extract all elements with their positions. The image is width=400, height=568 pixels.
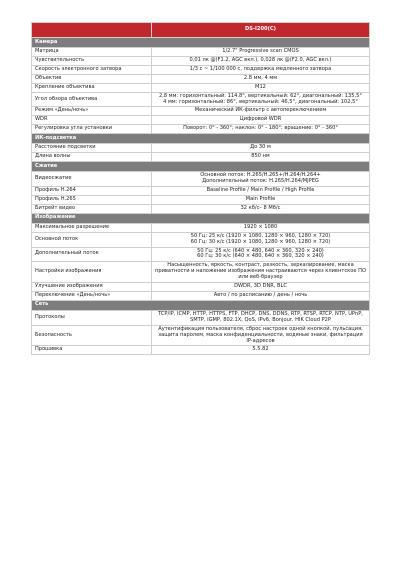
spec-value — [152, 283, 370, 292]
spec-table-body — [32, 23, 370, 355]
spec-value-line: 50 Гц: 25 к/с (1920 × 1080, 1280 × 960, 1280 × 720) — [190, 232, 331, 239]
spec-label: Видеосжатие — [32, 172, 152, 187]
section-title: Сжатие — [32, 162, 370, 172]
spec-value — [152, 107, 370, 116]
spec-value-line: Дополнительный поток: H.265/H.264/MJPEG — [202, 178, 319, 185]
spec-label: Чувствительность — [32, 57, 152, 66]
spec-value — [152, 48, 370, 57]
spec-value — [152, 262, 370, 283]
spec-table — [31, 22, 370, 355]
spec-label: Дополнительный поток — [32, 247, 152, 262]
spec-label: Битрейт видео — [32, 204, 152, 213]
header-blank-cell — [32, 23, 152, 38]
spec-value — [152, 204, 370, 213]
spec-label: Крепление объектива — [32, 83, 152, 92]
spec-value-line: Поворот: 0° - 360°; наклон: 0° - 180°; вращение: 0° - 360° — [183, 125, 338, 132]
spec-label: Переключение «День/ночь» — [32, 291, 152, 300]
spec-label: Профиль H.264 — [32, 186, 152, 195]
spec-label: Матрица — [32, 48, 152, 57]
spec-label: Профиль H.265 — [32, 195, 152, 204]
spec-row — [32, 107, 370, 116]
section-header-row — [32, 134, 370, 144]
spec-label: Скорость электронного затвора — [32, 65, 152, 74]
spec-value — [152, 310, 370, 325]
spec-value-line: DWDR, 3D DNR, BLC — [234, 283, 287, 290]
spec-value — [152, 172, 370, 187]
spec-row — [32, 48, 370, 57]
spec-row — [32, 65, 370, 74]
spec-value-line: Насыщенность, яркость, контраст, резкость, зеркалирование, маска приватности и наложение изображения настраиваются через клиентское ПО или веб-браузер — [155, 262, 366, 281]
spec-row — [32, 291, 370, 300]
header-row — [32, 23, 370, 38]
spec-label: Регулировка угла установки — [32, 125, 152, 134]
spec-row — [32, 283, 370, 292]
spec-value-line: TCP/IP, ICMP, HTTP, HTTPS, FTP, DHCP, DNS, DDNS, RTP, RTSP, RTCP, NTP, UPnP, SMTP, IGMP, 802.1X, QoS, IPv6, Bonjour, HIK Cloud P2P — [158, 310, 363, 323]
spec-value-line: 850 нм — [251, 153, 270, 160]
spec-row — [32, 223, 370, 232]
spec-value-line: Main Profile — [245, 195, 276, 202]
spec-value-line: Аутентификация пользователя, сброс настроек одной кнопкой, пульсация, защита паролем, маска конфиденциальности, водяные знаки, фильтрация IP-адресов — [158, 325, 363, 344]
spec-value-line: 4 мм: горизонтальный: 86°, вертикальный: 46,5°, диагональный: 102,5° — [163, 98, 358, 105]
spec-row — [32, 346, 370, 355]
spec-row — [32, 232, 370, 247]
spec-value — [152, 74, 370, 83]
spec-row — [32, 83, 370, 92]
spec-value — [152, 125, 370, 134]
spec-row — [32, 116, 370, 125]
spec-value-line: 2,8 мм: горизонтальный: 114.8°, вертикальный: 62°, диагональный: 135,5° — [159, 92, 362, 99]
spec-label: Расстояние подсветки — [32, 144, 152, 153]
spec-value — [152, 195, 370, 204]
spec-row — [32, 74, 370, 83]
spec-row — [32, 144, 370, 153]
spec-value-line: Механический ИК-фильтр с автопереключением — [194, 107, 327, 114]
section-header-row — [32, 213, 370, 223]
spec-value — [152, 153, 370, 162]
spec-value — [152, 291, 370, 300]
spec-value — [152, 57, 370, 66]
spec-label: Протоколы — [32, 310, 152, 325]
spec-value-line: 2.8 мм, 4 мм — [243, 74, 278, 81]
spec-row — [32, 325, 370, 346]
spec-value — [152, 65, 370, 74]
spec-label: Улучшение изображения — [32, 283, 152, 292]
spec-value — [152, 325, 370, 346]
spec-row — [32, 195, 370, 204]
spec-row — [32, 186, 370, 195]
spec-row — [32, 310, 370, 325]
spec-row — [32, 204, 370, 213]
spec-label: Режим «День/ночь» — [32, 107, 152, 116]
section-header-row — [32, 38, 370, 48]
spec-value-line: Baseline Profile / Main Profile / High Profile — [206, 186, 315, 193]
spec-value-line: 5.5.82 — [252, 346, 269, 353]
spec-label: Угол обзора объектива — [32, 92, 152, 107]
spec-label: Безопасность — [32, 325, 152, 346]
spec-value — [152, 83, 370, 92]
spec-value-line: Цифровой WDR — [239, 116, 282, 123]
spec-label: Основной поток — [32, 232, 152, 247]
spec-row — [32, 262, 370, 283]
spec-value-line: 60 Гц: 30 к/с (1920 × 1080, 1280 × 960, 1280 × 720) — [190, 238, 331, 245]
spec-label: Настройки изображения — [32, 262, 152, 283]
spec-value-line: Основной поток: H.265/H.265+/H.264/H.264+ — [200, 172, 321, 179]
spec-sheet — [31, 22, 369, 355]
spec-value-line: 32 кб/с– 8 Мб/с — [240, 204, 281, 211]
spec-value — [152, 144, 370, 153]
spec-value — [152, 232, 370, 247]
spec-value — [152, 92, 370, 107]
spec-value-line: Авто / по расписанию / день / ночь — [213, 291, 308, 298]
spec-value-line: M12 — [255, 83, 266, 90]
section-title: Камера — [32, 38, 370, 48]
spec-value-line: До 30 м — [250, 144, 271, 151]
section-title: Сеть — [32, 300, 370, 310]
spec-value-line: 1/3 с ~ 1/100 000 с, поддержка медленного затвора — [189, 65, 332, 72]
section-title: ИК-подсветка — [32, 134, 370, 144]
spec-value-line: 50 Гц: 25 к/с (640 × 480, 640 × 360, 320 × 240) — [197, 247, 324, 254]
section-title: Изображение — [32, 213, 370, 223]
spec-row — [32, 153, 370, 162]
spec-label: Прошивка — [32, 346, 152, 355]
spec-value-line: 1/2.7" Progressive scan CMOS — [222, 48, 299, 55]
spec-label: WDR — [32, 116, 152, 125]
section-header-row — [32, 300, 370, 310]
spec-row — [32, 92, 370, 107]
spec-value-line: 0,01 лк @(F1.2, AGC вкл.), 0,028 лк @(F2.0, AGC вкл.) — [189, 57, 332, 63]
section-header-row — [32, 162, 370, 172]
spec-label: Объектив — [32, 74, 152, 83]
spec-value-line: 60 Гц: 30 к/с (640 × 480, 640 × 360, 320 × 240) — [197, 253, 324, 260]
spec-label: Длина волны — [32, 153, 152, 162]
spec-value — [152, 116, 370, 125]
spec-row — [32, 57, 370, 66]
model-title: DS-I200(C) — [152, 23, 370, 38]
spec-label: Максимальное разрешение — [32, 223, 152, 232]
spec-value — [152, 186, 370, 195]
spec-row — [32, 247, 370, 262]
spec-value — [152, 247, 370, 262]
spec-value-line: 1920 × 1080 — [243, 223, 278, 230]
spec-row — [32, 172, 370, 187]
spec-value — [152, 223, 370, 232]
spec-row — [32, 125, 370, 134]
spec-value — [152, 346, 370, 355]
